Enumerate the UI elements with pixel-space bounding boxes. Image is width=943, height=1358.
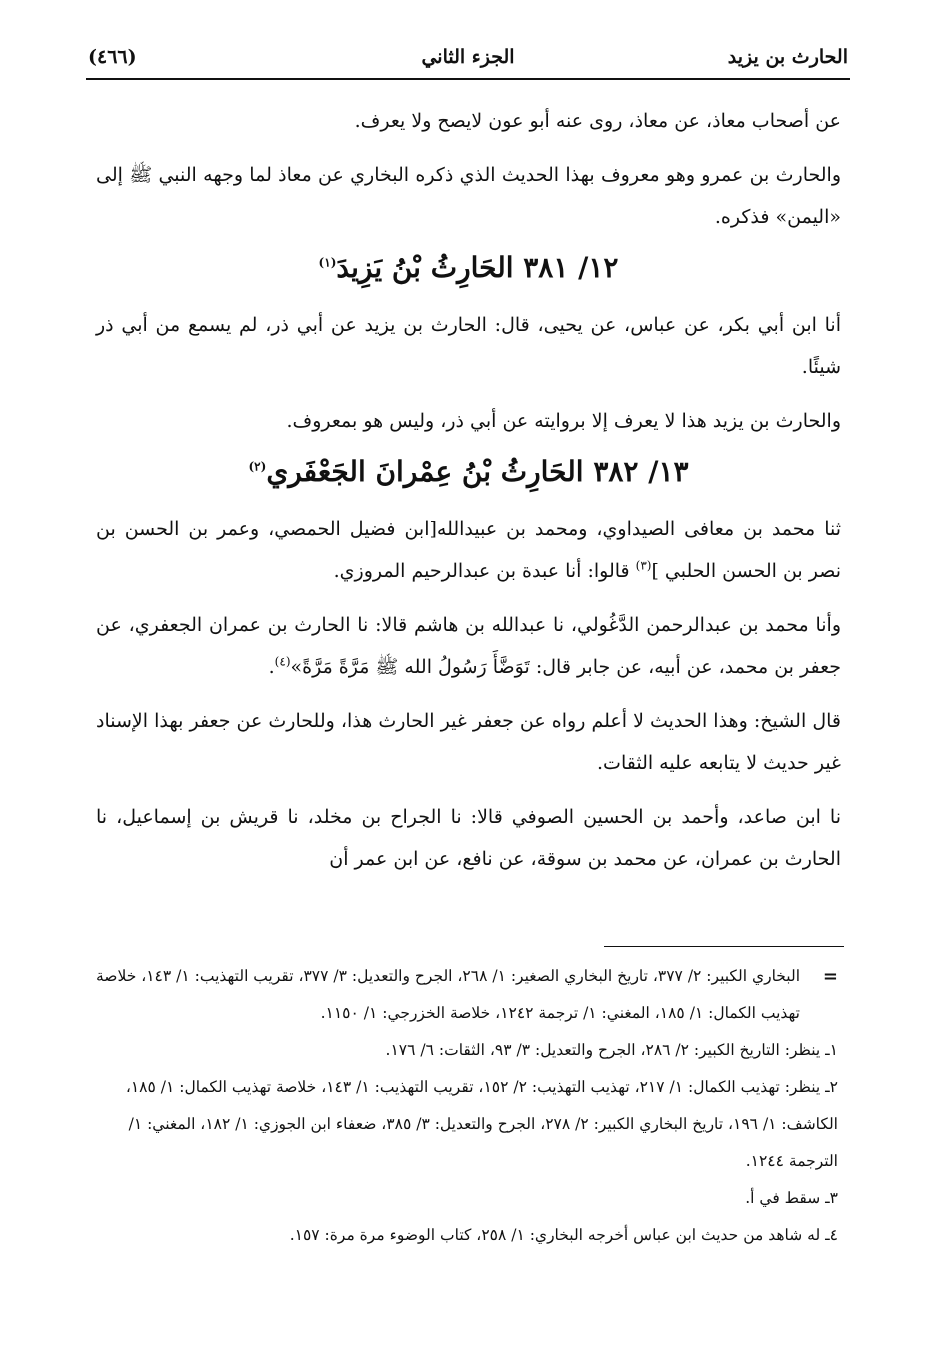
entry-heading-381-text: ١٢/ ٣٨١ الحَارِثُ بْنُ يَزِيدَ [336,251,619,284]
paragraph-4: والحارث بن يزيد هذا لا يعرف إلا بروايته عن أبي ذر، وليس هو بمعروف. [286,410,841,432]
footnote-ref-1: (١) [318,255,337,270]
entry-heading-382 [96,446,841,498]
footnote-divider [604,946,844,947]
volume-title: الجزء الثاني [421,46,515,68]
running-title: الحارث بن يزيد [727,46,848,68]
footnote-2: ٢ـ ينظر: تهذيب الكمال: ١/ ٢١٧، تهذيب التهذيب: ٢/ ١٥٢، تقريب التهذيب: ١/ ١٤٣، خلاصة تهذيب الكمال: ١/ ١٨٥، الكاشف: ١/ ١٩٦، تاريخ البخاري الكبير: ٢/ ٢٧٨، الجرح والتعديل: ٣/ ٣٨٥، ضعفاء ابن الجوزي: ١/ ١٨٢، المغني: ١/ الترجمة ١٢٤٤. [125,1078,838,1170]
footnote-3: ٣ـ سقط في أ. [745,1189,838,1207]
entry-heading-382-text: ١٣/ ٣٨٢ الحَارِثُ بْنُ عِمْرانَ الجَعْفَري [266,455,689,488]
page-number: (٤٦٦) [88,46,137,68]
paragraph-5-text-b: قالوا: أنا عبدة بن عبدالرحيم المروزي. [333,560,636,582]
page-header [88,42,848,78]
footnote-ref-4: (٤) [274,654,291,669]
footnote-1: ١ـ ينظر: التاريخ الكبير: ٢/ ٢٨٦، الجرح والتعديل: ٣/ ٩٣، الثقات: ٦/ ١٧٦. [385,1041,838,1059]
paragraph-3: أنا ابن أبي بكر، عن عباس، عن يحيى، قال: الحارث بن يزيد عن أبي ذر، لم يسمع من أبي ذر شيئًا. [96,314,841,378]
header-divider [86,78,850,80]
paragraph-1: عن أصحاب معاذ، عن معاذ، روى عنه أبو عون لايصح ولا يعرف. [354,110,841,132]
footnotes [96,958,838,1254]
footnote-continuation-text: البخاري الكبير: ٢/ ٣٧٧، تاريخ البخاري الصغير: ١/ ٢٦٨، الجرح والتعديل: ٣/ ٣٧٧، تقريب التهذيب: ١/ ١٤٣، خلاصة تهذيب الكمال: ١/ ١٨٥، المغني: ١/ ترجمة ١٢٤٢، خلاصة الخزرجي: ١/ ١١٥٠. [96,967,800,1022]
paragraph-5 [96,508,841,592]
footnote-ref-2: (٢) [248,459,267,474]
main-text [96,100,841,892]
footnote-4: ٤ـ له شاهد من حديث ابن عباس أخرجه البخاري: ١/ ٢٥٨، كتاب الوضوء مرة مرة: ١٥٧. [289,1226,838,1244]
paragraph-2: والحارث بن عمرو وهو معروف بهذا الحديث الذي ذكره البخاري عن معاذ لما وجهه النبي ﷺ إلى «اليمن» فذكره. [96,164,841,228]
paragraph-6 [96,604,841,688]
footnote-ref-3: (٣) [635,558,652,573]
footnote-continuation [96,958,838,1032]
paragraph-6-text-b: . [268,656,275,678]
paragraph-6-text-a: وأنا محمد بن عبدالرحمن الدَّغُولي، نا عبدالله بن هاشم قالا: نا الحارث بن عمران الجعفري، عن جعفر بن محمد، عن أبيه، عن جابر قال: تَوَضَّأَ رَسُولُ الله ﷺ مَرَّةً مَرَّةً» [96,614,841,678]
paragraph-7: قال الشيخ: وهذا الحديث لا أعلم رواه عن جعفر غير الحارث هذا، وللحارث عن جعفر بهذا الإسناد غير حديث لا يتابعه عليه الثقات. [96,710,841,774]
paragraph-8: نا ابن صاعد، وأحمد بن الحسين الصوفي قالا: نا الجراح بن مخلد، نا قريش بن إسماعيل، نا الحارث بن عمران، عن محمد بن سوقة، عن نافع، عن ابن عمر أن [96,806,841,870]
continuation-mark: = [822,966,838,987]
paragraph-5-text-a: ثنا محمد بن معافى الصيداوي، ومحمد بن عبيدالله[ابن فضيل الحمصي، وعمر بن الحسن بن نصر بن الحسن الحلبي ] [96,518,841,582]
entry-heading-381 [96,242,841,294]
